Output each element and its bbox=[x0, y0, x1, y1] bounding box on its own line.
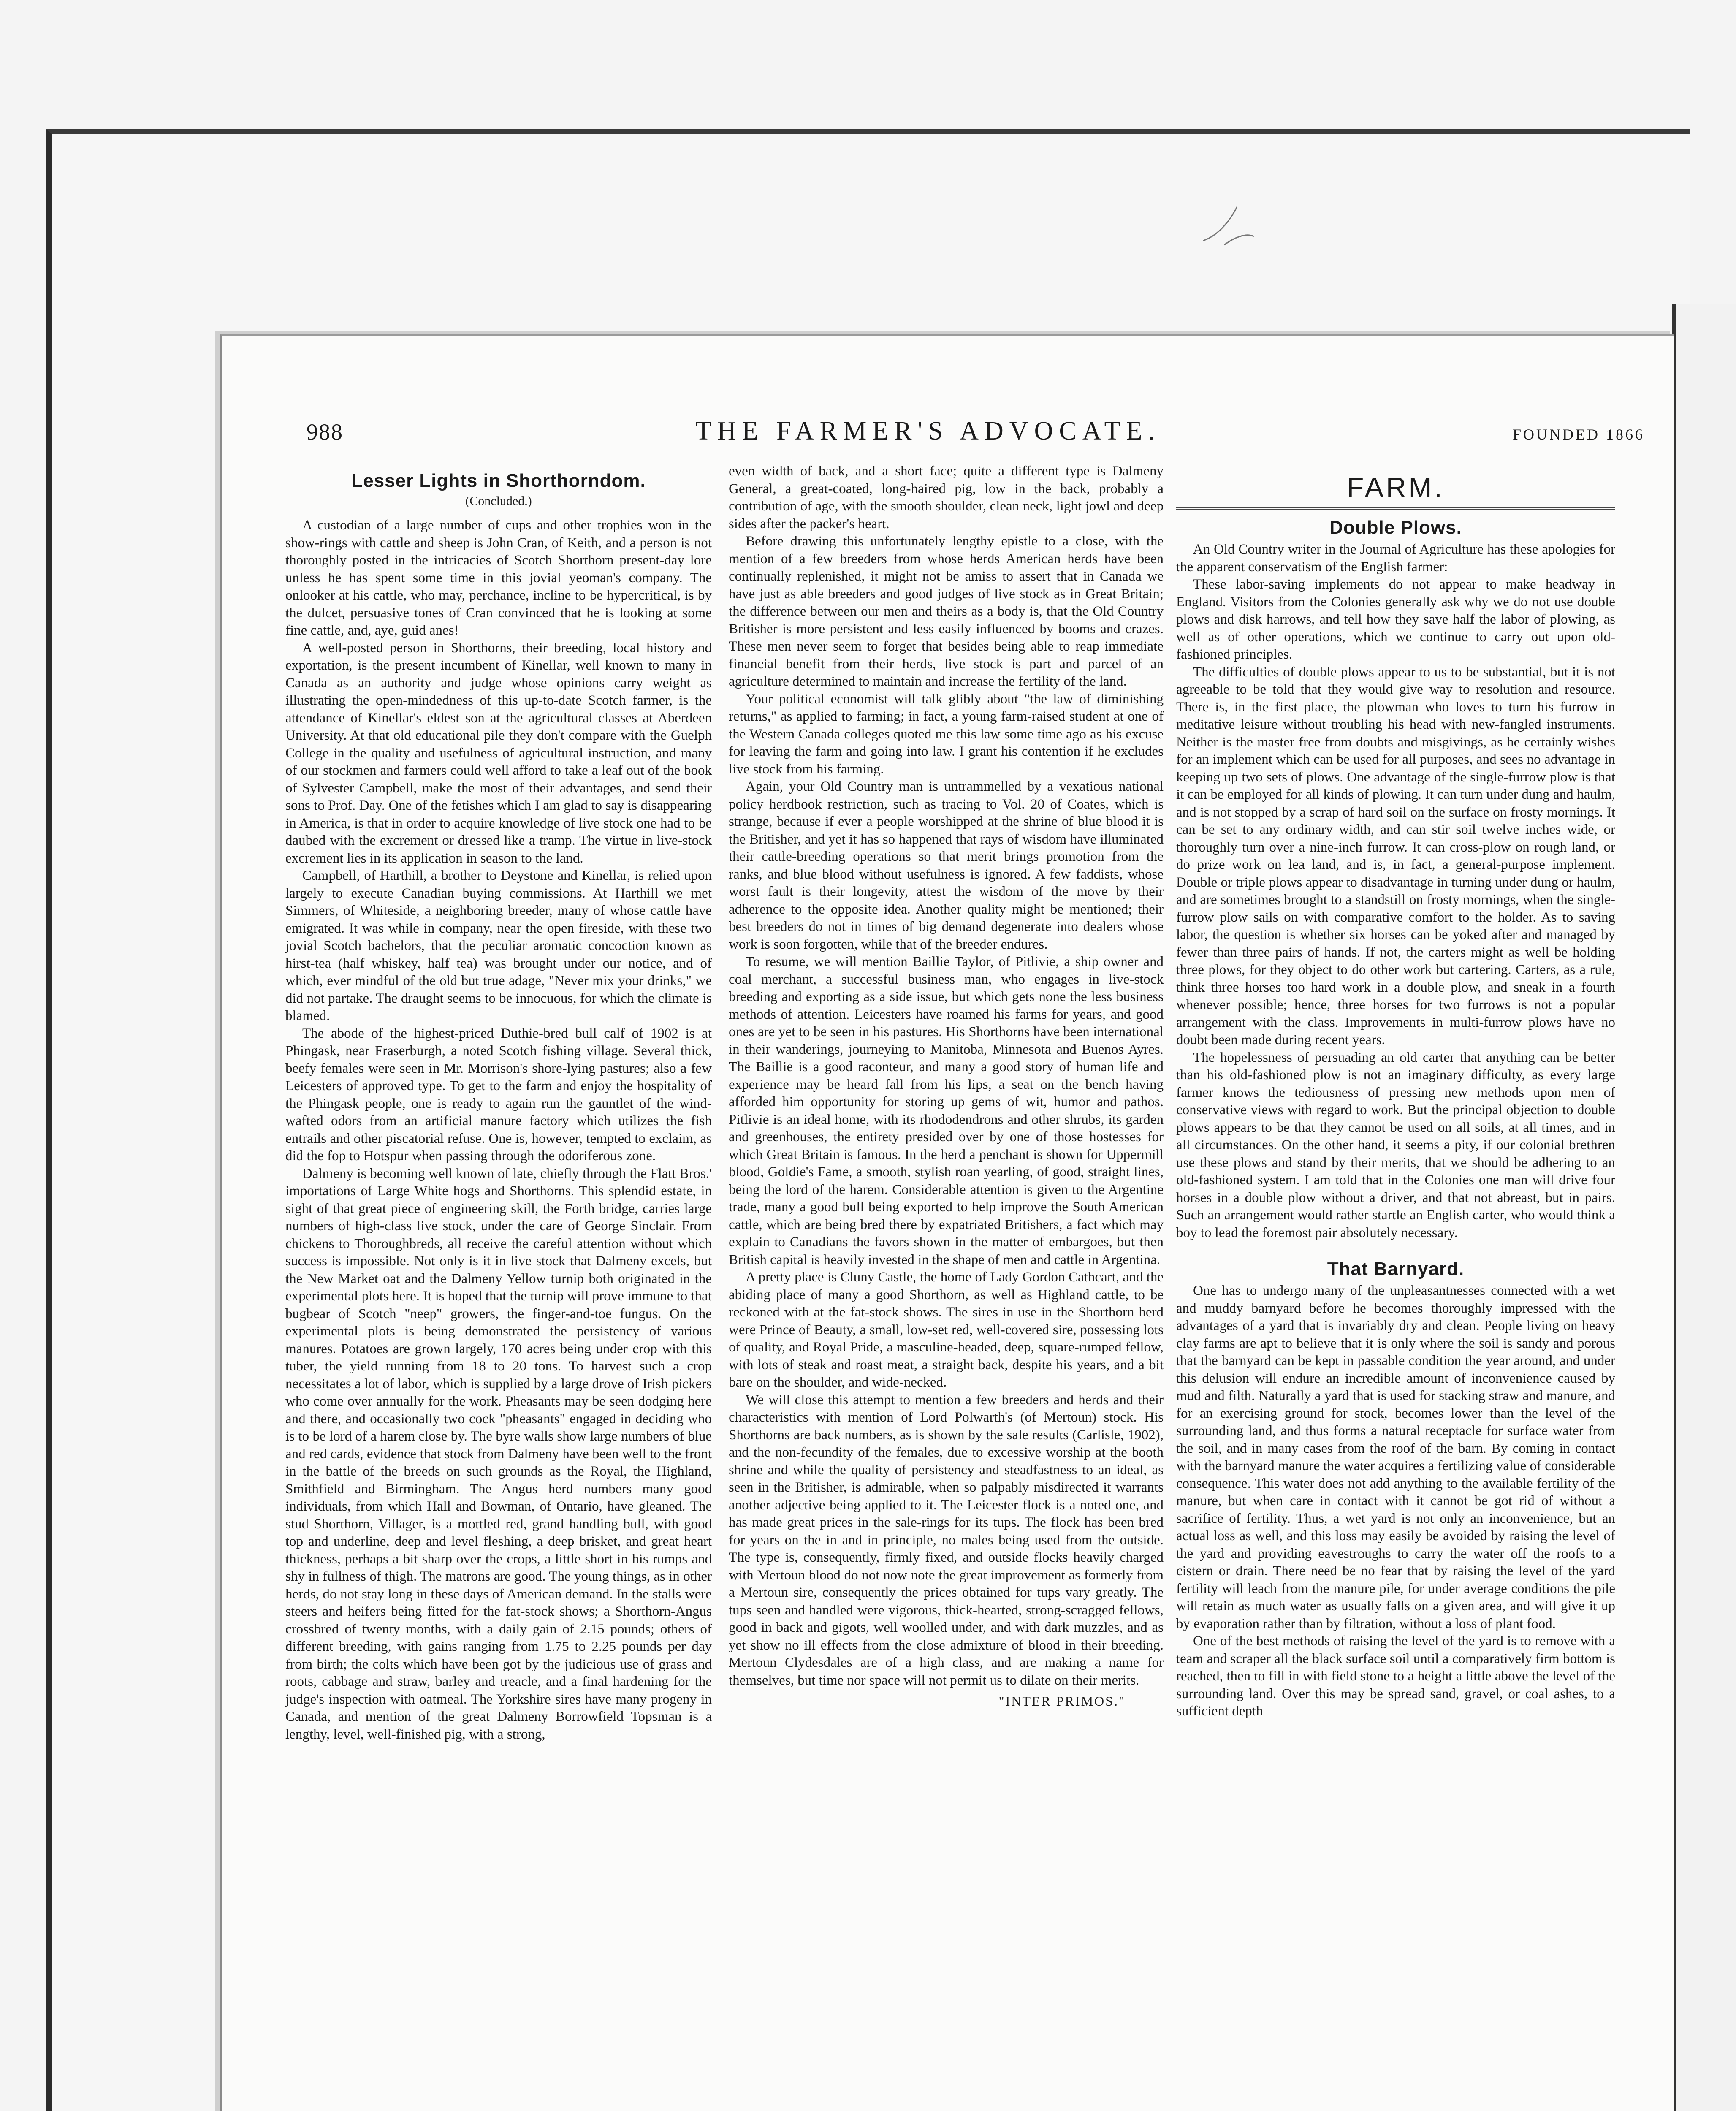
paragraph: A pretty place is Cluny Castle, the home of Lady Gordon Cathcart, and the abiding place of many a good Shorthorn, as well as Highland cattle, to be reckoned with at the fat-stock shows. The sires in use in the Shorthorn herd were Prince of Beauty, a small, low-set red, well-covered sire, possessing lots of quality, and Royal Pride, a masculine-headed, deep, square-rumped fellow, with lots of steak and roast meat, a straight back, despite his years, and a bit bare on the shoulder, and wide-necked. bbox=[729, 1270, 1164, 1390]
paragraph: The abode of the highest-priced Duthie-bred bull calf of 1902 is at Phingask, near Fraserburgh, a noted Scotch fishing village. Several thick, beefy females were seen in Mr. Morrison's shore-lying pastures; also a few Leicesters of approved type. To get to the farm and enjoy the hospitality of the Phingask people, one is ready to again run the gauntlet of the wind-wafted odors from an artificial manure factory which utilizes the fish entrails and other piscatorial refuse. One is, however, tempted to exclaim, as did the fop to Hotspur when passing through the odoriferous zone. bbox=[285, 1026, 712, 1164]
pencil-mark bbox=[1199, 198, 1258, 249]
article-title-barnyard: That Barnyard. bbox=[1327, 1259, 1465, 1279]
paragraph: Dalmeny is becoming well known of late, chiefly through the Flatt Bros.' importations of Large White hogs and Shorthorns. This splendid estate, in sight of that great piece of engineering skill, the Forth bridge, carries large numbers of high-class live stock, under the care of George Sinclair. From chickens to Thoroughbreds, all receive the careful attention without which success is impossible. Not only is it in live stock that Dalmeny excels, but the New Market oat and the Dalmeny Yellow turnip both originated in the experimental plots here. It is hoped that the turnip will prove immune to that bugbear of Scotch "neep" growers, the finger-and-toe fungus. On the experimental plots is being demonstrated the persistency of various manures. Potatoes are grown largely, 170 acres being under crop with this tuber, the yield running from 18 to 20 tons. To harvest such a crop necessitates a lot of labor, which is supplied by a large drove of Irish pickers who come over annually for the work. Pheasants may be seen dodging here and there, and occasionally two cock "pheasants" engaged in deciding who is to be lord of a harem close by. The byre walls show large numbers of blue and red cards, evidence that stock from Dalmeny have been well to the front in the battle of the breeds on such grounds as the Royal, the Highland, Smithfield and Birmingham. The Angus herd numbers many good individuals, from which Hall and Bowman, of Ontario, have gleaned. The stud Shorthorn, Villager, is a mottled red, grand handling bull, with good top and underline, deep and level fleshing, a deep brisket, and great heart thickness, perhaps a bit sharp over the crops, a little short in his rumps and shy in fullness of thigh. The matrons are good. The young things, as in other herds, do not stay long in these days of American demand. In the stalls were steers and heifers being fitted for the fat-stock shows; a Shorthorn-Angus crossbred of twenty months, with a daily gain of 2.15 pounds; others of different breeding, with gains ranging from 1.75 to 2.25 pounds per day from birth; the colts which have been got by the judicious use of grass and roots, cabbage and straw, barley and treacle, and a final hardening for the judge's inspection with oatmeal. The Yorkshire sires have many progeny in Canada, and mention of the great Dalmeny Borrowfield Topsman is a lengthy, level, well-finished pig, with a strong, bbox=[285, 1166, 712, 1742]
paragraph: An Old Country writer in the Journal of Agriculture has these apologies for the apparent conservatism of the English farmer: bbox=[1176, 542, 1615, 575]
column-1 bbox=[285, 463, 712, 2111]
right-page-edge bbox=[1672, 304, 1736, 2111]
paragraph: One of the best methods of raising the level of the yard is to remove with a team and scraper all the black surface soil until a comparatively firm bottom is reached, then to fill in with field stone to a height a little above the level of the surrounding land. Over this may be spread sand, gravel, or coal ashes, to a sufficient depth bbox=[1176, 1633, 1615, 1719]
paragraph: These labor-saving implements do not appear to make headway in England. Visitors from the Colonies generally ask why we do not use double plows and disk harrows, and tell how they save half the labor of plowing, as well as of other operations, which we continue to carry out upon old-fashioned principles. bbox=[1176, 577, 1615, 662]
author-signature: "INTER PRIMOS." bbox=[998, 1693, 1126, 1709]
section-heading-farm: FARM. bbox=[1176, 471, 1615, 510]
masthead bbox=[222, 416, 1674, 454]
paragraph: A custodian of a large number of cups and other trophies won in the show-rings with cattle and sheep is John Cran, of Keith, and a person is not thoroughly posted in the intricacies of Scotch Shorthorn present-day lore unless he has spent some time in this jovial yeoman's company. The onlooker at his cattle, who may, perchance, incline to be hypercritical, is by the dulcet, persuasive tones of Cran convinced that he is looking at some fine cattle, and, aye, guid anes! bbox=[285, 518, 712, 638]
paragraph: One has to undergo many of the unpleasantnesses connected with a wet and muddy barnyard before he becomes thoroughly impressed with the advantages of a yard that is invariably dry and clean. People living on heavy clay farms are apt to believe that it is only where the soil is sandy and porous that the barnyard can be kept in passable condition the year around, and under this delusion will endure an incredible amount of inconvenience caused by mud and filth. Naturally a yard that is used for stacking straw and manure, and for an exercising ground for stock, becomes lower than the level of the surrounding land, and thus forms a natural receptacle for surface water from the soil, and in many cases from the roof of the barn. By coming in contact with the barnyard manure the water acquires a fertilizing value of considerable consequence. This water does not add anything to the available fertility of the manure, but when care in contact with it cannot be got rid of without a sacrifice of fertility. Thus, a wet yard is not only an inconvenience, but an actual loss as well, and this loss may easily be avoided by raising the level of the yard and providing eavestroughs to carry the water off the roofs to a cistern or drain. There need be no fear that by raising the level of the yard fertility will leach from the manure pile, for under average conditions the pile will retain as much water as usually falls on a given area, and will give it up by evaporation rather than by filtration, without a loss of plant food. bbox=[1176, 1283, 1615, 1631]
article-subtitle: (Concluded.) bbox=[465, 494, 532, 508]
paragraph: To resume, we will mention Baillie Taylor, of Pitlivie, a ship owner and coal merchant, a successful business man, who engages in live-stock breeding and exporting as a side issue, but which gets none the less business methods of attention. Leicesters have roamed his farms for years, and good ones are yet to be seen in his pastures. His Shorthorns have been international in their wanderings, journeying to Manitoba, Minnesota and Buenos Ayres. The Baillie is a good raconteur, and many a good story of human life and experience may be heard fall from his lips, a seat on the bench having afforded him opportunity for storing up gems of wit, humor and pathos. Pitlivie is an ideal home, with its rhododendrons and other shrubs, its garden and greenhouses, the entirety presided over by one of those hostesses for which Great Britain is famous. In the herd a penchant is shown for Uppermill blood, Goldie's Fame, a smooth, stylish roan yearling, of good, straight lines, being the lord of the harem. Considerable attention is given to the Argentine trade, many a good bull being exported to help improve the South American cattle, which are being bred there by expatriated Britishers, a fact which may explain to Canadians the favors shown in the matter of embargoes, but then British capital is heavily invested in the shape of men and cattle in Argentina. bbox=[729, 954, 1164, 1267]
paragraph: The hopelessness of persuading an old carter that anything can be better than his old-fashioned plow is not an imaginary difficulty, as every large farmer knows the tediousness of pressing new methods upon men of conservative views with regard to work. But the principal objection to double plows appears to be that they cannot be used on all soils, at all times, and in all circumstances. On the other hand, it seems a pity, if our colonial brethren use these plows and stand by their merits, that we should be adhering to an old-fashioned system. I am told that in the Colonies one man will drive four horses in a double plow without a driver, and that not abreast, but in pairs. Such an arrangement would rather startle an English carter, who would think a boy to lead the foremost pair absolutely necessary. bbox=[1176, 1050, 1615, 1240]
journal-title: THE FARMER'S ADVOCATE. bbox=[695, 417, 1161, 445]
paragraph: We will close this attempt to mention a few breeders and herds and their characteristics with mention of Lord Polwarth's (of Mertoun) stock. His Shorthorns are back numbers, as is shown by the sale results (Carlisle, 1902), and the non-fecundity of the females, due to excessive worship at the booth shrine and while the quality of persistency and steadfastness to an ideal, as seen in the Britisher, is admirable, when so palpably misdirected it warrants another adjective being applied to it. The Leicester flock is a noted one, and has made great prices in the sale-rings for its tups. The flock has been bred for years on the in and in principle, no males being used from the outside. The type is, consequently, firmly fixed, and outside flocks heavily charged with Mertoun blood do not now note the great improvement as formerly from a Mertoun sire, consequently the prices obtained for tups vary greatly. The tups seen and handled were vigorous, thick-hearted, strong-scragged fellows, good in back and gigots, well woolled under, and with dark muzzles, and as yet show no ill effects from the close admixture of blood in their breeding. Mertoun Clydesdales are of a high class, and are making a name for themselves, but time nor space will not permit us to dilate on their merits. bbox=[729, 1392, 1164, 1688]
column-2 bbox=[729, 463, 1164, 2111]
newspaper-page bbox=[220, 334, 1674, 2111]
paragraph: A well-posted person in Shorthorns, their breeding, local history and exportation, is the present incumbent of Kinellar, well known to many in Canada as an authority and judge whose opinions carry weight as illustrating the open-mindedness of this up-to-date Scotch farmer, is the attendance of Kinellar's eldest son at the agricultural classes at Aberdeen University. At that old educational pile they don't compare with the Guelph College in the quality and usefulness of agricultural instruction, and many of our stockmen and farmers could well afford to take a leaf out of the book of Sylvester Campbell, make the most of their advantages, and send their sons to Prof. Day. One of the fetishes which I am glad to say is disappearing in America, is that in order to acquire knowledge of live stock one had to be daubed with the excrement or dressed like a tramp. The virtue in live-stock excrement lies in its application in season to the land. bbox=[285, 640, 712, 866]
article-title-shorthorndom: Lesser Lights in Shorthorndom. bbox=[351, 470, 646, 491]
column-3 bbox=[1176, 463, 1615, 2111]
paragraph: Your political economist will talk glibly about "the law of diminishing returns," as applied to farming; in fact, a young farm-raised student at one of the Western Canada colleges quoted me this law some time ago as his excuse for leaving the farm and going into law. I grant his contention if he excludes live stock from his farming. bbox=[729, 691, 1164, 777]
article-title-double-plows: Double Plows. bbox=[1329, 517, 1462, 538]
paragraph: Campbell, of Harthill, a brother to Deystone and Kinellar, is relied upon largely to execute Canadian buying commissions. At Harthill we met Simmers, of Whiteside, a neighboring breeder, many of whose cattle have emigrated. It was while in company, near the open fireside, with these two jovial Scotch bachelors, that the peculiar aromatic concoction known as hirst-tea (half whiskey, half tea) was brought under our notice, and of which, ever mindful of the old but true adage, "Never mix your drinks," we did not partake. The draught seems to be innocuous, for which the climate is blamed. bbox=[285, 868, 712, 1023]
page-number: 988 bbox=[307, 419, 343, 445]
paragraph: Before drawing this unfortunately lengthy epistle to a close, with the mention of a few breeders from whose herds American herds have been continually replenished, it might not be amiss to assert that in Canada we have just as able breeders and good judges of live stock as in Great Britain; the difference between our men and theirs as a body is, that the Old Country Britisher is more persistent and less easily influenced by booms and crazes. These men never seem to forget that besides being able to reap immediate financial benefit from their herds, live stock is part and parcel of an agriculture determined to maintain and increase the fertility of the land. bbox=[729, 534, 1164, 689]
paragraph: even width of back, and a short face; quite a different type is Dalmeny General, a great-coated, long-haired pig, low in the back, probably a contribution of age, with the smooth shoulder, clean neck, light jowl and deep sides after the packer's heart. bbox=[729, 464, 1164, 532]
paragraph: The difficulties of double plows appear to us to be substantial, but it is not agreeable to be told that they would give way to resolution and resource. There is, in the first place, the plowman who loves to turn his furrow in meditative leisure without troubling his head with new-fangled instruments. Neither is the master free from doubts and misgivings, as he certainly wishes for an implement which can be used for all purposes, and sees no advantage in keeping up two sets of plows. One advantage of the single-furrow plow is that it can be employed for all kinds of plowing. It can turn under dung and haulm, and is not stopped by a scrap of hard soil on the surface on frosty mornings. It can be set to any ordinary width, and can stir soil twelve inches wide, or thoroughly turn over a nine-inch furrow. It can cross-plow on rough land, or do prize work on lea land, and is, in fact, a general-purpose implement. Double or triple plows appear to disadvantage in turning under dung or haulm, and are sometimes brought to a standstill on frosty mornings, when the single-furrow plow sails on with comparative comfort to the holder. As to saving labor, the question is whether six horses can be yoked after and managed by fewer than three pairs of hands. If not, the carters might as well be holding three plows, for they object to do other work but cartering. Carters, as a rule, think three horses too hard work in a double plow, and sneak in a fourth whenever possible; hence, three horses for two furrows is not a popular arrangement with the class. Improvements in multi-furrow plows have no doubt been made during recent years. bbox=[1176, 664, 1615, 1047]
founded-note: FOUNDED 1866 bbox=[1512, 426, 1645, 443]
paragraph: Again, your Old Country man is untrammelled by a vexatious national policy herdbook restriction, such as tracing to Vol. 20 of Coates, which is strange, because if ever a people worshipped at the shrine of blue blood it is the Britisher, and yet it has so happened that rays of wisdom have illuminated their cattle-breeding operations so that merit brings promotion from the ranks, and blue blood without usefulness is ignored. A few faddists, whose worst fault is their longevity, attest the wisdom of the move by their adherence to the opposite idea. Another quality might be mentioned; their best breeders do not in times of big demand degenerate into dealers whose work is soon forgotten, while that of the breeder endures. bbox=[729, 779, 1164, 952]
